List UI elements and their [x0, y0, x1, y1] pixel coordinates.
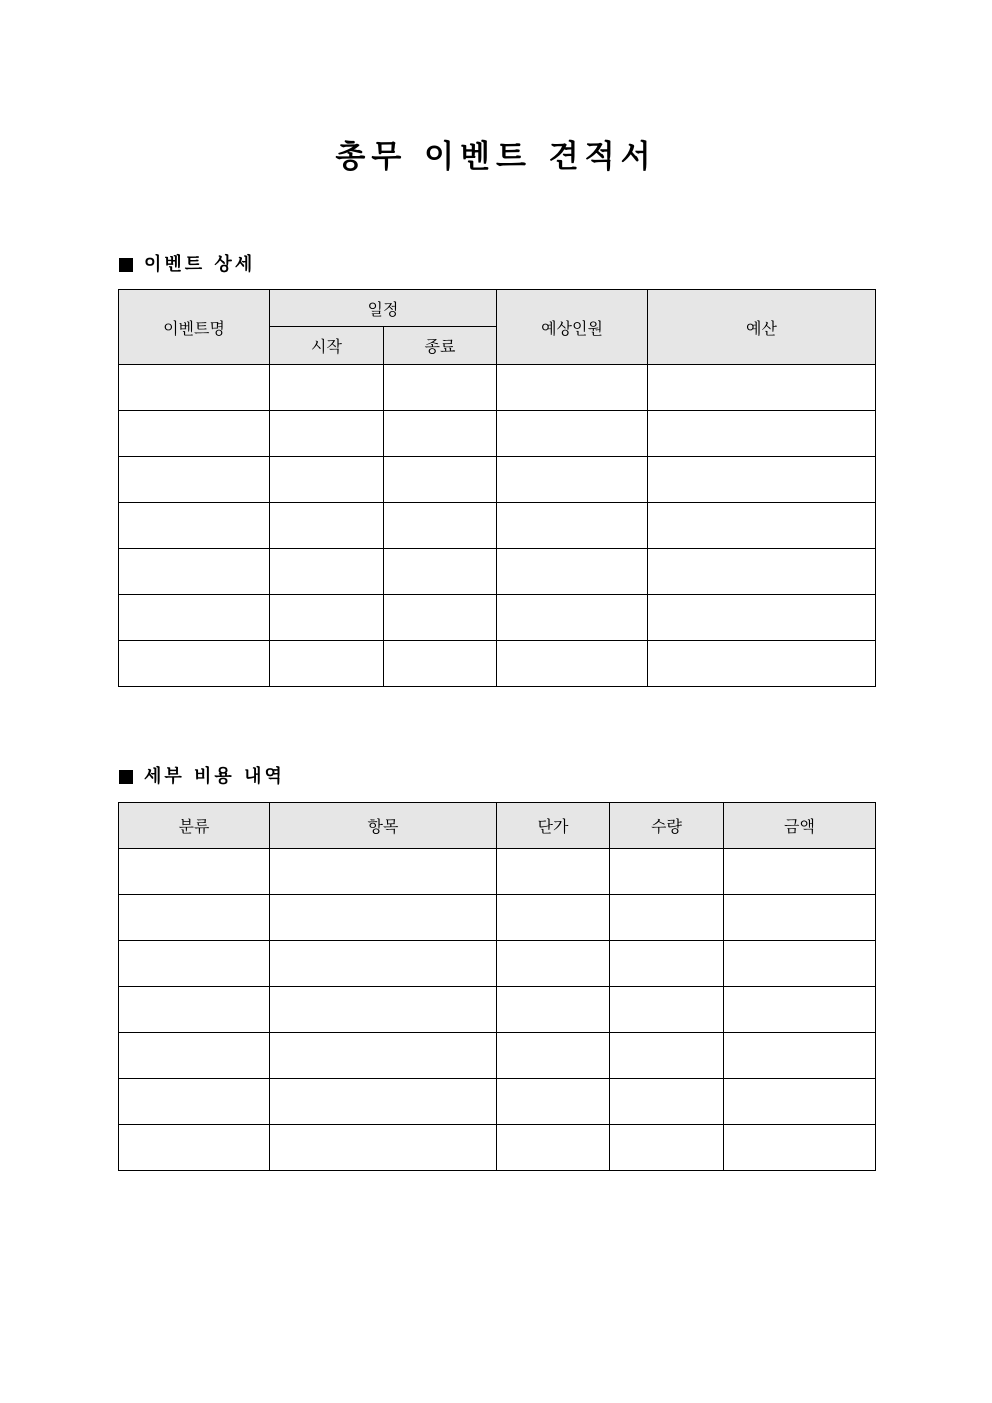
document-title: 총무 이벤트 견적서: [335, 139, 657, 175]
table-cell[interactable]: [270, 549, 384, 595]
table-cell[interactable]: [497, 365, 648, 411]
table-cell[interactable]: [119, 941, 270, 987]
table-cell[interactable]: [270, 1125, 497, 1171]
table-cell[interactable]: [648, 411, 876, 457]
table-cell[interactable]: [610, 987, 724, 1033]
table-cell[interactable]: [270, 941, 497, 987]
header-category: 분류: [119, 803, 270, 849]
table-cell[interactable]: [270, 411, 384, 457]
table-cell[interactable]: [119, 1125, 270, 1171]
table-row: [119, 549, 876, 595]
table-row: [119, 457, 876, 503]
table-cell[interactable]: [119, 987, 270, 1033]
table-row: [119, 1079, 876, 1125]
table-cell[interactable]: [610, 1033, 724, 1079]
table-cell[interactable]: [384, 549, 497, 595]
table-cell[interactable]: [610, 1079, 724, 1125]
table-cell[interactable]: [270, 849, 497, 895]
table-cell[interactable]: [270, 365, 384, 411]
table-cell[interactable]: [119, 849, 270, 895]
table-cell[interactable]: [724, 1033, 876, 1079]
header-quantity: 수량: [610, 803, 724, 849]
table-cell[interactable]: [119, 595, 270, 641]
event-details-heading: [119, 253, 255, 277]
table-cell[interactable]: [270, 1079, 497, 1125]
table-cell[interactable]: [497, 595, 648, 641]
cost-breakdown-heading-label: 세부 비용 내역: [144, 766, 285, 787]
table-cell[interactable]: [270, 503, 384, 549]
table-cell[interactable]: [119, 1079, 270, 1125]
table-cell[interactable]: [384, 365, 497, 411]
header-unit-price: 단가: [497, 803, 610, 849]
table-row: [119, 365, 876, 411]
table-cell[interactable]: [648, 365, 876, 411]
table-cell[interactable]: [384, 503, 497, 549]
table-row: [119, 641, 876, 687]
table-cell[interactable]: [119, 641, 270, 687]
table-cell[interactable]: [610, 941, 724, 987]
table-cell[interactable]: [648, 595, 876, 641]
table-cell[interactable]: [270, 1033, 497, 1079]
table-cell[interactable]: [497, 411, 648, 457]
table-cell[interactable]: [384, 457, 497, 503]
table-row: [119, 849, 876, 895]
table-cell[interactable]: [119, 549, 270, 595]
table-cell[interactable]: [497, 941, 610, 987]
table-row: [119, 1033, 876, 1079]
table-cell[interactable]: [270, 987, 497, 1033]
table-cell[interactable]: [724, 1125, 876, 1171]
table-row: [119, 987, 876, 1033]
table-cell[interactable]: [724, 1079, 876, 1125]
table-cell[interactable]: [497, 895, 610, 941]
table-cell[interactable]: [384, 641, 497, 687]
table-cell[interactable]: [119, 895, 270, 941]
table-row: [119, 895, 876, 941]
table-cell[interactable]: [724, 895, 876, 941]
header-budget: 예산: [648, 290, 876, 365]
table-row: [119, 941, 876, 987]
table-cell[interactable]: [610, 849, 724, 895]
table-row: [119, 595, 876, 641]
table-cell[interactable]: [270, 895, 497, 941]
table-cell[interactable]: [384, 595, 497, 641]
table-cell[interactable]: [648, 549, 876, 595]
table-cell[interactable]: [724, 987, 876, 1033]
cost-breakdown-table: [118, 802, 876, 1171]
table-cell[interactable]: [497, 1125, 610, 1171]
header-item: 항목: [270, 803, 497, 849]
cost-breakdown-heading: [119, 765, 285, 789]
table-cell[interactable]: [497, 849, 610, 895]
header-schedule: 일정: [270, 290, 497, 327]
square-bullet-icon: [119, 258, 133, 272]
table-cell[interactable]: [119, 457, 270, 503]
table-cell[interactable]: [497, 503, 648, 549]
header-expected-attendees: 예상인원: [497, 290, 648, 365]
table-cell[interactable]: [270, 457, 384, 503]
table-cell[interactable]: [497, 641, 648, 687]
header-start: 시작: [270, 327, 384, 365]
table-cell[interactable]: [497, 987, 610, 1033]
table-cell[interactable]: [610, 1125, 724, 1171]
table-cell[interactable]: [497, 1079, 610, 1125]
table-cell[interactable]: [497, 457, 648, 503]
header-event-name: 이벤트명: [119, 290, 270, 365]
table-row: [119, 411, 876, 457]
table-cell[interactable]: [648, 641, 876, 687]
square-bullet-icon: [119, 770, 133, 784]
table-cell[interactable]: [119, 365, 270, 411]
header-amount: 금액: [724, 803, 876, 849]
table-cell[interactable]: [119, 1033, 270, 1079]
table-row: [119, 503, 876, 549]
table-cell[interactable]: [648, 503, 876, 549]
table-cell[interactable]: [497, 1033, 610, 1079]
table-cell[interactable]: [610, 895, 724, 941]
table-cell[interactable]: [384, 411, 497, 457]
table-cell[interactable]: [270, 641, 384, 687]
table-cell[interactable]: [724, 941, 876, 987]
table-cell[interactable]: [648, 457, 876, 503]
table-cell[interactable]: [270, 595, 384, 641]
event-details-heading-label: 이벤트 상세: [144, 254, 256, 275]
header-end: 종료: [384, 327, 497, 365]
table-row: [119, 1125, 876, 1171]
table-cell[interactable]: [119, 411, 270, 457]
table-cell[interactable]: [119, 503, 270, 549]
table-cell[interactable]: [724, 849, 876, 895]
table-cell[interactable]: [497, 549, 648, 595]
event-details-table: [118, 289, 876, 687]
